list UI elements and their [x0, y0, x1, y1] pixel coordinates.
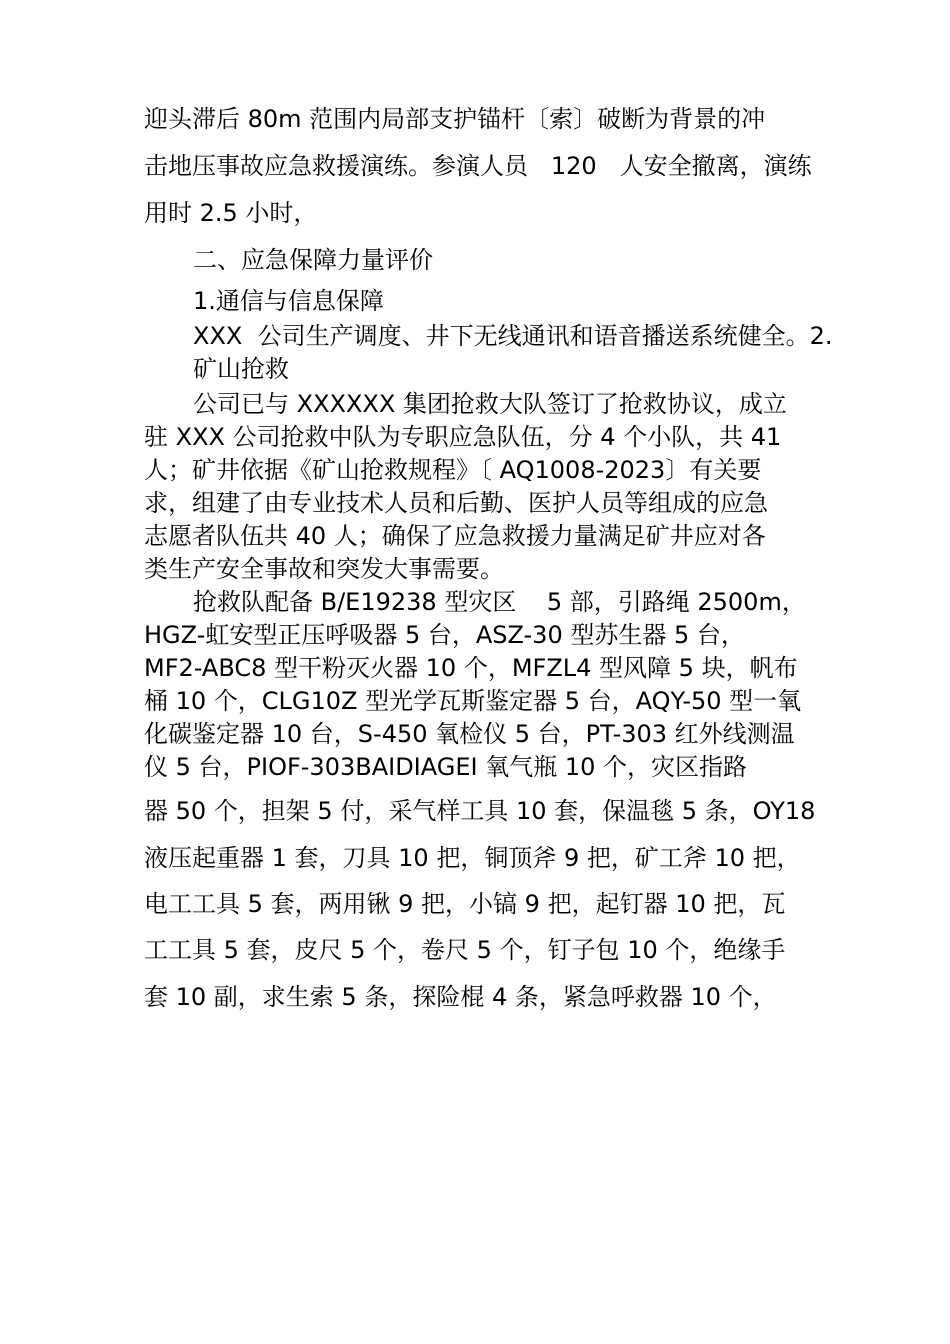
- text-line: 人；矿井依据《矿山抢救规程》〔 AQ1008-2023〕有关要: [144, 456, 762, 484]
- text-line: 桶 10 个，CLG10Z 型光学瓦斯鉴定器 5 台，AQY-50 型一氧: [144, 687, 802, 715]
- section-heading: 二、应急保障力量评价: [193, 246, 433, 274]
- subsection-heading: 1.通信与信息保障: [193, 287, 384, 315]
- text-line: 仪 5 台，PIOF-303BAIDIAGEI 氧气瓶 10 个，灾区指路: [144, 753, 748, 781]
- subsection-heading: 矿山抢救: [193, 355, 289, 383]
- text-line: 用时 2.5 小时，: [144, 199, 318, 227]
- text-line: 驻 XXX 公司抢救中队为专职应急队伍，分 4 个小队，共 41: [144, 423, 782, 451]
- text-line: 液压起重器 1 套，刀具 10 把，铜顶斧 9 把，矿工斧 10 把，: [144, 844, 801, 872]
- text-line: 迎头滞后 80m 范围内局部支护锚杆〔索〕破断为背景的冲: [144, 105, 766, 133]
- text-line: 套 10 副，求生索 5 条，探险棍 4 条，紧急呼救器 10 个，: [144, 983, 777, 1011]
- text-line: 求，组建了由专业技术人员和后勤、医护人员等组成的应急: [144, 489, 768, 517]
- text-line: 器 50 个，担架 5 付，采气样工具 10 套，保温毯 5 条，OY18: [144, 797, 816, 825]
- text-line: 工工具 5 套，皮尺 5 个，卷尺 5 个，钉子包 10 个，绝缘手: [144, 936, 786, 964]
- text-line: 抢救队配备 B/E19238 型灾区 5 部，引路绳 2500m，: [193, 588, 806, 616]
- text-line: 化碳鉴定器 10 台，S-450 氧检仪 5 台，PT-303 红外线测温: [144, 720, 795, 748]
- text-line: MF2-ABC8 型干粉灭火器 10 个，MFZL4 型风障 5 块，帆布: [144, 654, 798, 682]
- text-line: 类生产安全事故和突发大事需要。: [144, 555, 504, 583]
- text-line: 志愿者队伍共 40 人；确保了应急救援力量满足矿井应对各: [144, 522, 766, 550]
- text-line: HGZ-虹安型正压呼吸器 5 台，ASZ-30 型苏生器 5 台，: [144, 621, 745, 649]
- text-line: XXX 公司生产调度、井下无线通讯和语音播送系统健全。2.: [193, 322, 833, 350]
- text-line: 公司已与 XXXXXX 集团抢救大队签订了抢救协议，成立: [193, 390, 787, 418]
- text-line: 击地压事故应急救援演练。参演人员 120 人安全撤离，演练: [144, 152, 812, 180]
- text-line: 电工工具 5 套，两用锹 9 把，小镐 9 把，起钉器 10 把，瓦: [144, 890, 786, 918]
